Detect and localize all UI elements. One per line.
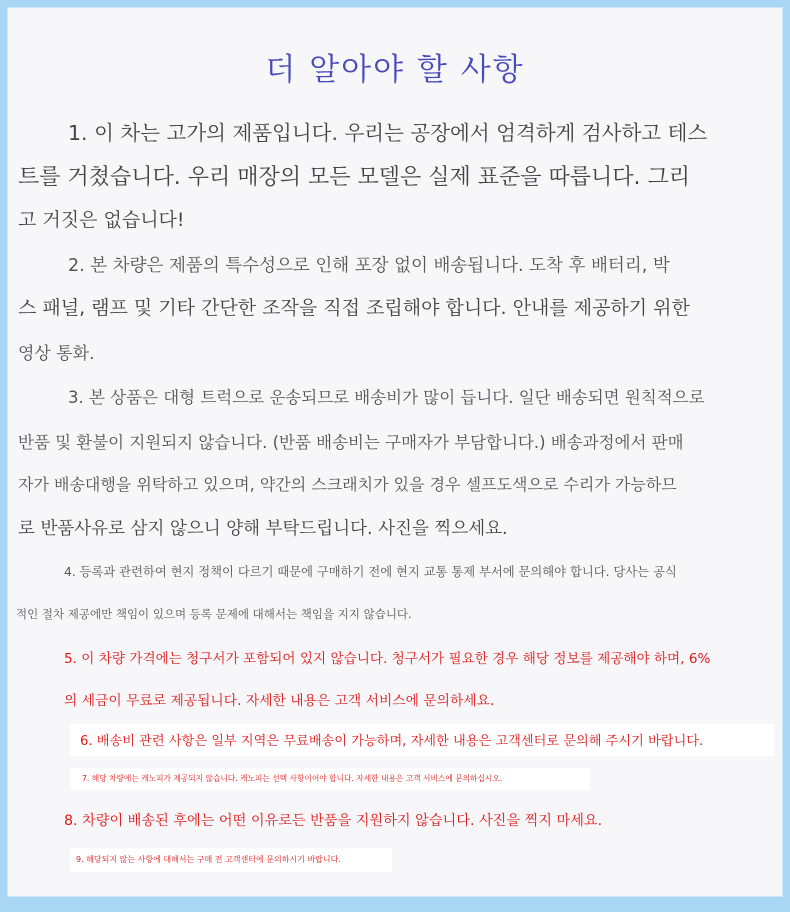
note-7-text: 7. 해당 차량에는 캐노피가 제공되지 않습니다. 캐노피는 선택 사항이어야 합니다. 자세한 내용은 고객 서비스에 문의하십시오. bbox=[82, 774, 503, 783]
note-3-line-1: 3. 본 상품은 대형 트럭으로 운송되므로 배송비가 많이 듭니다. 일단 배송되면 원칙적으로 bbox=[68, 388, 705, 407]
note-2-line-3: 영상 통화. bbox=[18, 344, 95, 364]
note-6-text: 6. 배송비 관련 사항은 일부 지역은 무료배송이 가능하며, 자세한 내용은 고객센터로 문의해 주시기 바랍니다. bbox=[80, 734, 704, 749]
note-3-line-4: 로 반품사유로 삼지 않으니 양해 부탁드립니다. 사진을 찍으세요. bbox=[18, 519, 508, 539]
note-1-line-3: 고 거짓은 없습니다! bbox=[18, 209, 185, 231]
note-5-line-2: 의 세금이 무료로 제공됩니다. 자세한 내용은 고객 서비스에 문의하세요. bbox=[64, 693, 495, 709]
note-4-line-2: 적인 절차 제공에만 책임이 있으며 등록 문제에 대해서는 책임을 지지 않습니다. bbox=[16, 607, 412, 621]
note-3-line-3: 자가 배송대행을 위탁하고 있으며, 약간의 스크래치가 있을 경우 셀프도색으로 수리가 가능하므 bbox=[18, 475, 677, 494]
note-9-text: 9. 해당되지 않는 사항에 대해서는 구매 전 고객센터에 문의하시기 바랍니다. bbox=[76, 855, 341, 864]
page-title: 더 알아야 할 사항 bbox=[265, 52, 525, 88]
note-4-line-1: 4. 등록과 관련하여 현지 정책이 다르기 때문에 구매하기 전에 현지 교통 통제 부서에 문의해야 합니다. 당사는 공식 bbox=[64, 565, 677, 579]
note-3-line-2: 반품 및 환불이 지원되지 않습니다. (반품 배송비는 구매자가 부담합니다.) 배송과정에서 판매 bbox=[18, 433, 684, 452]
note-9-box bbox=[70, 848, 392, 872]
note-2-line-2: 스 패널, 램프 및 기타 간단한 조작을 직접 조립해야 합니다. 안내를 제공하기 위한 bbox=[18, 297, 690, 319]
note-7-box bbox=[70, 768, 590, 790]
note-1-line-1: 1. 이 차는 고가의 제품입니다. 우리는 공장에서 엄격하게 검사하고 테스 bbox=[68, 121, 708, 145]
notice-panel bbox=[8, 8, 782, 896]
note-2-line-1: 2. 본 차량은 제품의 특수성으로 인해 포장 없이 배송됩니다. 도착 후 배터리, 박 bbox=[68, 256, 670, 276]
note-5-line-1: 5. 이 차량 가격에는 청구서가 포함되어 있지 않습니다. 청구서가 필요한 경우 해당 정보를 제공해야 하며, 6% bbox=[64, 651, 711, 667]
note-6-box bbox=[70, 724, 774, 756]
note-8-text: 8. 차량이 배송된 후에는 어떤 이유로든 반품을 지원하지 않습니다. 사진을 찍지 마세요. bbox=[64, 813, 603, 829]
note-1-line-2: 트를 거쳤습니다. 우리 매장의 모든 모델은 실제 표준을 따릅니다. 그리 bbox=[18, 165, 690, 190]
